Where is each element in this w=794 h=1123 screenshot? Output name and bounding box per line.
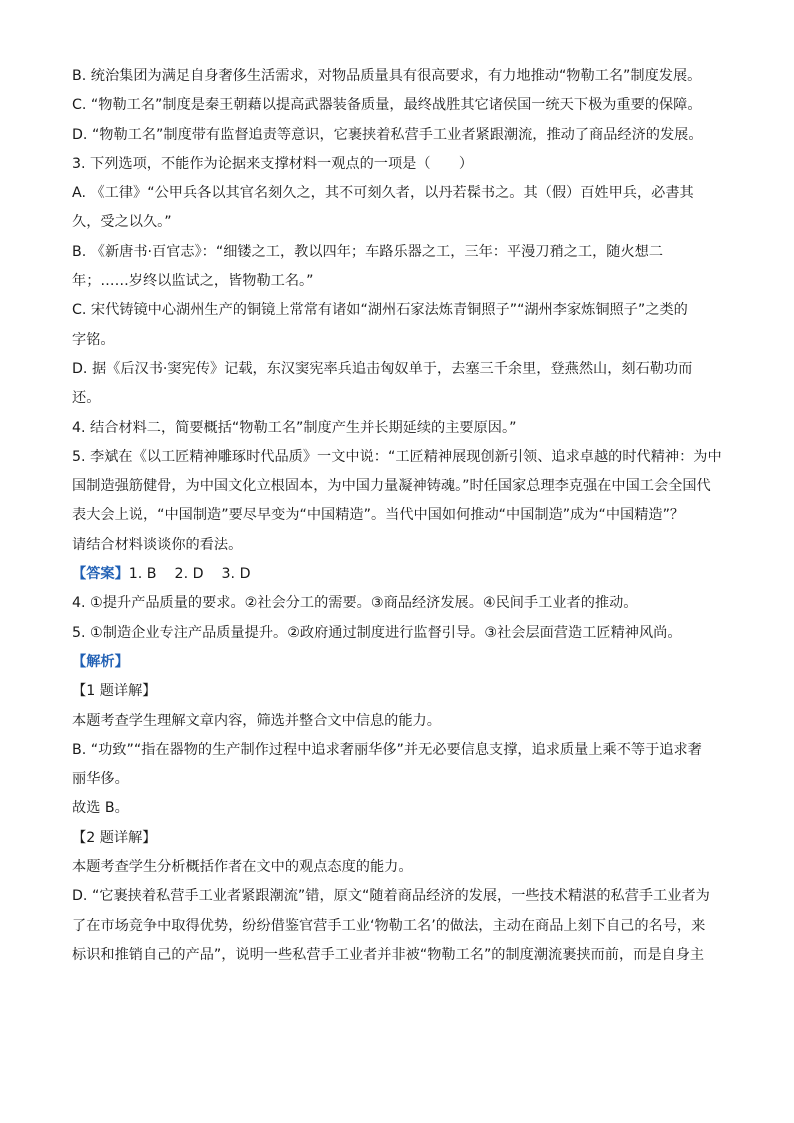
option-c: C. “物勒工名”制度是秦王朝藉以提高武器装备质量，最终战胜其它诸侯国一统天下极为重要的保障。 <box>72 97 702 114</box>
document-page <box>72 62 724 970</box>
question-5-line-1: 5. 李斌在《以工匠精神雕琢时代品质》一文中说：“工匠精神展现创新引领、追求卓越的时代精神：为中 <box>72 448 722 465</box>
q3-option-d-cont: 还。 <box>72 390 101 407</box>
question-5-line-2: 国制造强筋健骨，为中国文化立根固本，为中国力量凝神铸魂。”时任国家总理李克强在中国工会全国代 <box>72 478 711 495</box>
q3-option-c-cont: 字铭。 <box>72 331 115 348</box>
q3-option-d: D. 据《后汉书·窦宪传》记载，东汉窦宪率兵追击匈奴单于，去塞三千余里，登燕然山，刻石勒功而 <box>72 360 693 377</box>
q3-option-b-cont: 年；……岁终以监试之，皆物勒工名。” <box>72 273 314 290</box>
detail-2-label: 【2 题详解】 <box>72 829 157 846</box>
q3-option-a-cont: 久，受之以久。” <box>72 214 172 231</box>
option-b: B. 统治集团为满足自身奢侈生活需求，对物品质量具有很高要求，有力地推动“物勒工名”制度发展。 <box>72 68 702 84</box>
detail-2-d-line-2: 了在市场竞争中取得优势，纷纷借鉴官营手工业‘物勒工名’的做法，主动在商品上刻下自己的名号，来 <box>72 917 706 934</box>
question-5-line-4: 请结合材料谈谈你的看法。 <box>72 536 243 553</box>
detail-2-text: 本题考查学生分析概括作者在文中的观点态度的能力。 <box>72 859 413 876</box>
q3-option-b: B. 《新唐书·百官志》：“细镂之工，教以四年；车路乐器之工，三年：平漫刀矟之工，随火想二 <box>72 243 664 260</box>
detail-2-d-line-1: D. “它裹挟着私营手工业者紧跟潮流”错，原文“随着商品经济的发展，一些技术精湛的私营手工业者为 <box>72 888 710 905</box>
answer-label: 【答案】 <box>72 566 129 583</box>
detail-1-b-line-2: 丽华侈。 <box>72 771 129 788</box>
q3-option-c: C. 宋代铸镜中心湖州生产的铜镜上常常有诸如“湖州石家法炼青铜照子”“湖州李家炼铜照子”之类的 <box>72 302 688 319</box>
detail-1-text: 本题考查学生理解文章内容，筛选并整合文中信息的能力。 <box>72 712 441 729</box>
answer-4: 4. ①提升产品质量的要求。②社会分工的需要。③商品经济发展。④民间手工业者的推动。 <box>72 595 638 612</box>
detail-2-d-line-3: 标识和推销自己的产品”，说明一些私营手工业者并非被“物勒工名”的制度潮流裹挟而前，而是自身主 <box>72 946 705 963</box>
answer-1: 1. B <box>128 566 157 583</box>
detail-1-choose: 故选 B。 <box>72 800 129 817</box>
question-4: 4. 结合材料二，简要概括“物勒工名”制度产生并长期延续的主要原因。” <box>72 419 517 436</box>
answer-3: 3. D <box>221 566 251 583</box>
q3-option-a: A. 《工律》“公甲兵各以其官名刻久之，其不可刻久者，以丹若髹书之。其（假）百姓甲兵，必書其 <box>72 185 694 202</box>
analysis-label: 【解析】 <box>72 653 129 670</box>
answer-line <box>72 560 724 589</box>
answer-5: 5. ①制造企业专注产品质量提升。②政府通过制度进行监督引导。③社会层面营造工匠精神风尚。 <box>72 624 682 641</box>
option-d: D. “物勒工名”制度带有监督追责等意识，它裹挟着私营手工业者紧跟潮流，推动了商品经济的发展。 <box>72 126 703 143</box>
detail-1-label: 【1 题详解】 <box>72 683 157 700</box>
question-3: 3. 下列选项，不能作为论据来支撑材料一观点的一项是（ ） <box>72 155 474 172</box>
detail-1-b-line-1: B. “功致”“指在器物的生产制作过程中追求奢丽华侈”并无必要信息支撑，追求质量上乘不等于追求奢 <box>72 741 702 758</box>
answer-2: 2. D <box>174 566 204 583</box>
question-5-line-3: 表大会上说，“中国制造”要尽早变为“中国精造”。当代中国如何推动“中国制造”成为“中国精造”？ <box>72 507 685 524</box>
